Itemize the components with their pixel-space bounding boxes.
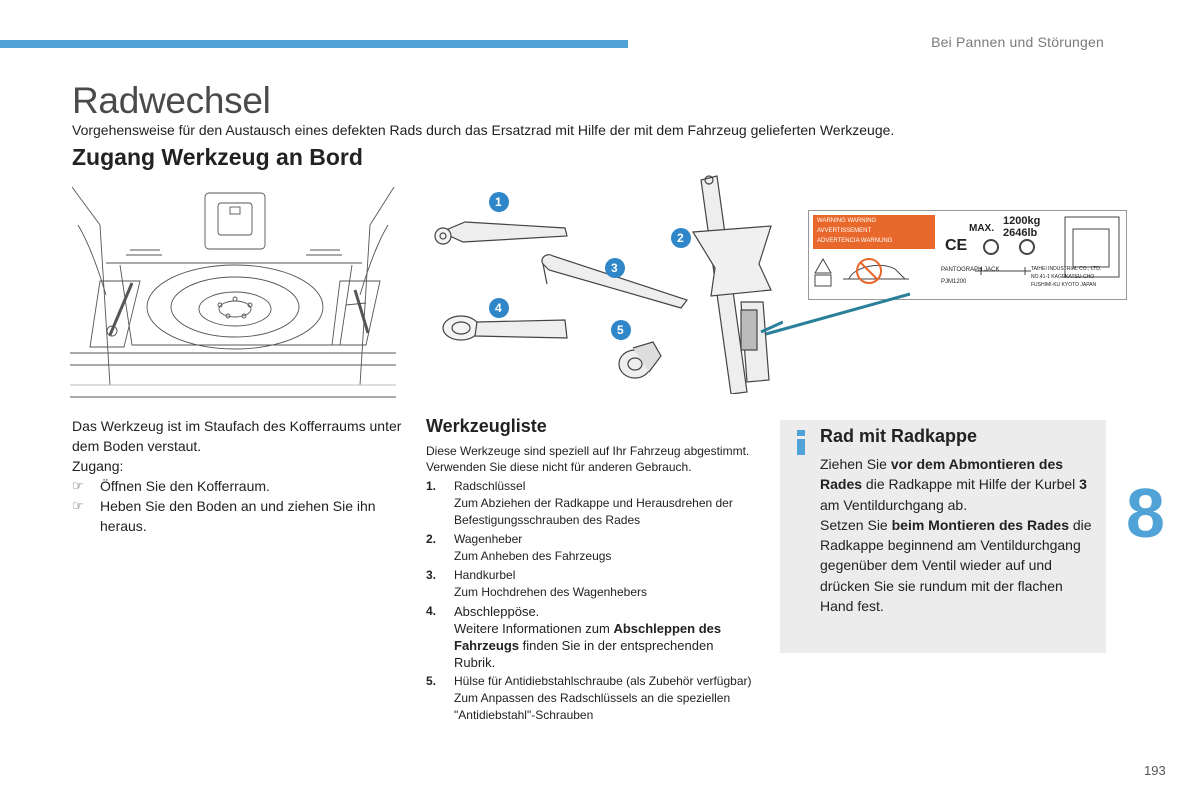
warning-line: WARNING WARNING [817, 218, 877, 224]
list-item [426, 673, 756, 724]
access-intro: Das Werkzeug ist im Staufach des Kofferraums unter dem Boden verstaut. [72, 418, 402, 454]
item-number: 2. [426, 532, 437, 546]
item-number: 3. [426, 568, 437, 582]
warning-line: ADVERTENCIA WARNUNG [817, 238, 893, 244]
section-title: Zugang Werkzeug an Bord [72, 144, 363, 170]
callout-3: 3 [611, 261, 618, 275]
access-step [72, 476, 402, 496]
manual-icon [815, 275, 831, 286]
page-number: 193 [1144, 763, 1166, 778]
intro-text: Vorgehensweise für den Austausch eines defekten Rads durch das Ersatzrad mit Hilfe der mit dem Fahrzeug gelieferten Werkzeuge. [72, 122, 895, 138]
list-item [426, 531, 756, 565]
tool-list [426, 416, 756, 724]
product-name: PANTOGRAPH JACK [941, 267, 1000, 273]
item-name: Handkurbel [454, 568, 516, 582]
item-name: Wagenheber [454, 532, 523, 546]
access-step-text: Heben Sie den Boden an und ziehen Sie ihn heraus. [100, 498, 376, 534]
item-name: Hülse für Antidiebstahlschraube (als Zubehör verfügbar) [454, 674, 752, 688]
access-step [72, 496, 402, 536]
access-label: Zugang: [72, 458, 124, 474]
callout-1: 1 [495, 195, 502, 209]
item-number: 5. [426, 674, 437, 688]
info-text: die Radkappe beginnend am Ventildurchgang gegenüber dem Ventil wieder auf und drücken Sie sie rundum mit der flachen Hand fest. [820, 516, 1092, 615]
capacity-kg: 1200kg [1003, 215, 1041, 227]
max-label: MAX. [969, 223, 994, 234]
callout-4: 4 [495, 301, 502, 315]
tools-illustration [425, 172, 783, 394]
info-text: am Ventildurchgang ab. [820, 496, 968, 513]
towing-eye-icon [443, 316, 567, 340]
item-desc: Zum Abziehen der Radkappe und Herausdrehen der Befestigungsschrauben des Rades [454, 496, 733, 527]
header-accent-bar [0, 40, 628, 48]
info-paragraph [820, 454, 1092, 515]
tool-list-heading: Werkzeugliste [426, 416, 547, 436]
label-pointer-line [760, 290, 920, 350]
maker-line: FUSHIMI-KU KYOTO JAPAN [1031, 282, 1097, 288]
pointing-hand-icon: ☞ [72, 478, 84, 493]
item-number: 1. [426, 479, 437, 493]
item-desc: Zum Anpassen des Radschlüssels an die speziellen "Antidiebstahl"-Schrauben [454, 691, 731, 722]
access-step-text: Öffnen Sie den Kofferraum. [100, 478, 270, 494]
page-title: Radwechsel [72, 80, 271, 121]
trunk-illustration [70, 185, 396, 403]
info-icon [796, 430, 806, 454]
info-box [780, 420, 1106, 653]
tool-list-note: Diese Werkzeuge sind speziell auf Ihr Fahrzeug abgestimmt. Verwenden Sie diese nicht für anderen Gebrauch. [426, 444, 750, 474]
warning-triangle-icon [815, 259, 831, 273]
item-desc: Zum Hochdrehen des Wagenhebers [454, 585, 647, 599]
capacity-lb: 2646lb [1003, 227, 1038, 239]
list-item [426, 603, 756, 671]
wheel-wrench-icon [435, 222, 567, 244]
item-name: Abschleppöse. [454, 604, 540, 619]
ce-mark: CE [945, 237, 968, 254]
desc-text: finden Sie in der entsprechenden Rubrik. [454, 638, 714, 670]
info-paragraph [820, 515, 1092, 616]
info-box-title: Rad mit Radkappe [820, 426, 978, 446]
access-instructions [72, 416, 402, 536]
info-text: Ziehen Sie [820, 456, 891, 472]
list-item [426, 478, 756, 529]
item-desc: Zum Anheben des Fahrzeugs [454, 549, 612, 563]
info-bold: 3 [1079, 476, 1087, 493]
jack-icon [693, 176, 771, 394]
item-number: 4. [426, 604, 437, 618]
chapter-number: 8 [1126, 474, 1165, 552]
tire-icon [1020, 240, 1034, 254]
callout-5: 5 [617, 323, 624, 337]
list-item [426, 567, 756, 601]
jack-label-illustration [808, 210, 1127, 300]
model-name: PJM1200 [941, 279, 967, 285]
warning-line: AVVERTISSEMENT [817, 228, 872, 234]
socket-icon [619, 342, 661, 378]
callout-2: 2 [677, 231, 684, 245]
pointing-hand-icon: ☞ [72, 498, 84, 513]
item-desc [454, 620, 756, 671]
info-text: die Radkappe mit Hilfe der Kurbel [862, 476, 1080, 493]
tire-icon [984, 240, 998, 254]
maker-line: NO.41-1 KAGEKATSU-CHO [1031, 274, 1095, 280]
section-header: Bei Pannen und Störungen [931, 34, 1104, 50]
info-text: Setzen Sie [820, 516, 892, 533]
maker-line: TAIHEI INDUSTRIAL CO., LTD. [1031, 266, 1102, 272]
info-box-body [820, 454, 1092, 616]
info-bold: beim Montieren des Rades [891, 516, 1069, 533]
item-name: Radschlüssel [454, 479, 526, 493]
info-bold: vor dem Abmontieren des Rades [820, 456, 1064, 493]
desc-text: Weitere Informationen zum [454, 621, 614, 636]
desc-bold: Abschleppen des Fahrzeugs [454, 621, 722, 653]
maker-block [1031, 265, 1101, 289]
